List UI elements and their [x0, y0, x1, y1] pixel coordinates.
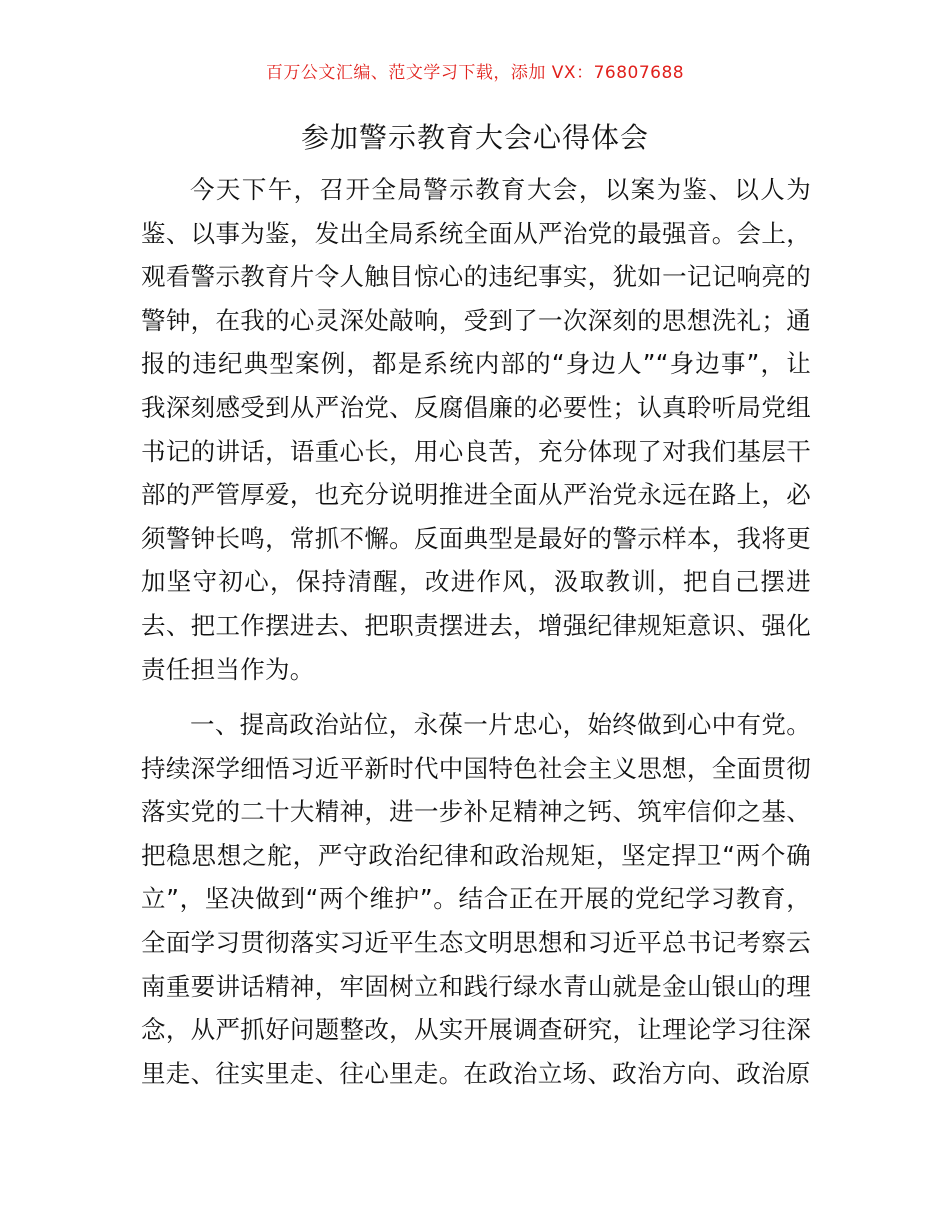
body-paragraph-2: 一、提高政治站位，永葆一片忠心，始终做到心中有党。持续深学细悟习近平新时代中国特色社会主义思想，全面贯彻落实党的二十大精神，进一步补足精神之钙、筑牢信仰之基、把稳思想之舵，严守政治纪律和政治规矩，坚定捍卫“两个确立”，坚决做到“两个维护”。结合正在开展的党纪学习教育，全面学习贯彻落实习近平生态文明思想和习近平总书记考察云南重要讲话精神，牢固树立和践行绿水青山就是金山银山的理念，从严抓好问题整改，从实开展调查研究，让理论学习往深里走、往实里走、往心里走。在政治立场、政治方向、政治原 [141, 710, 811, 1088]
header-watermark-note: 百万公文汇编、范文学习下载，添加 VX：76807688 [265, 63, 685, 83]
body-paragraph-1: 今天下午，召开全局警示教育大会，以案为鉴、以人为鉴、以事为鉴，发出全局系统全面从严治党的最强音。会上，观看警示教育片令人触目惊心的违纪事实，犹如一记记响亮的警钟，在我的心灵深处敲响，受到了一次深刻的思想洗礼；通报的违纪典型案例，都是系统内部的“身边人”“身边事”，让我深刻感受到从严治党、反腐倡廉的必要性；认真聆听局党组书记的讲话，语重心长，用心良苦，充分体现了对我们基层干部的严管厚爱，也充分说明推进全面从严治党永远在路上，必须警钟长鸣，常抓不懈。反面典型是最好的警示样本，我将更加坚守初心，保持清醒，改进作风，汲取教训，把自己摆进去、把工作摆进去、把职责摆进去，增强纪律规矩意识、强化责任担当作为。 [141, 175, 811, 684]
page-title: 参加警示教育大会心得体会 [300, 121, 649, 154]
